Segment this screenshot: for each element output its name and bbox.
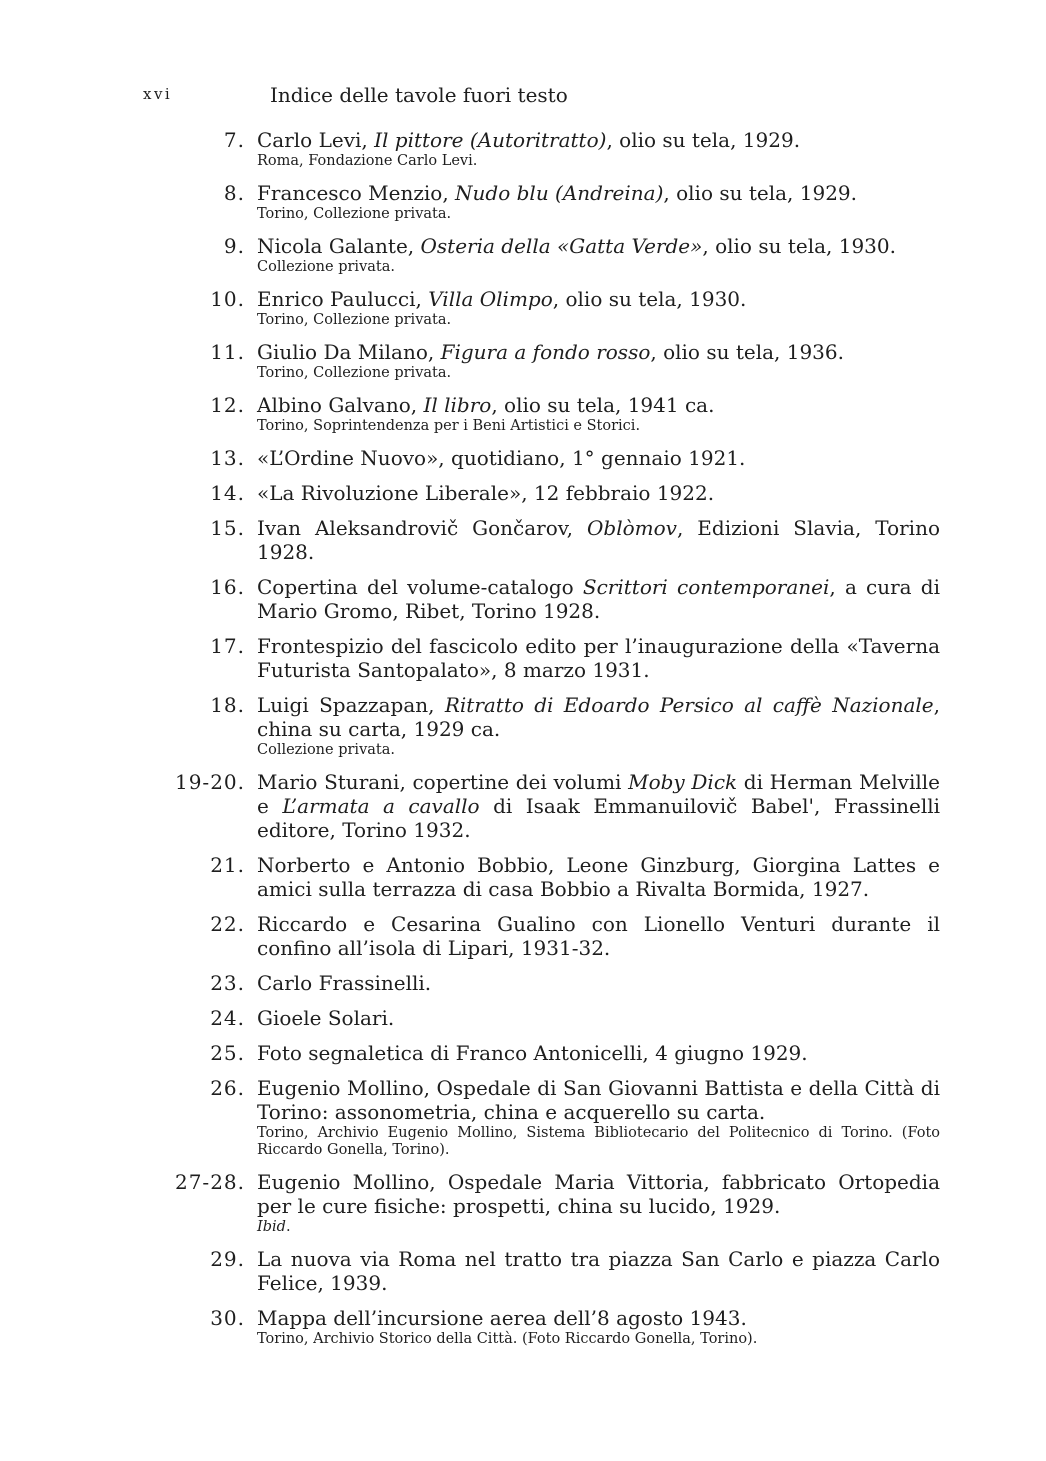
plate-caption <box>257 481 940 505</box>
plate-entry <box>150 393 940 435</box>
plate-body <box>257 128 940 170</box>
plate-entry <box>150 481 940 505</box>
caption-text: , olio su tela, 1929. <box>663 181 858 205</box>
plate-location-note <box>257 206 940 223</box>
plate-caption <box>257 340 940 364</box>
plate-body <box>257 575 940 623</box>
caption-title-italic: Nudo blu (Andreina) <box>455 181 664 205</box>
plate-body <box>257 1170 940 1236</box>
plate-caption <box>257 971 940 995</box>
plate-caption <box>257 234 940 258</box>
plate-caption <box>257 287 940 311</box>
plate-body <box>257 516 940 564</box>
caption-text: Foto segnaletica di Franco Antonicelli, 4 giugno 1929. <box>257 1041 808 1065</box>
caption-text: , olio su tela, 1929. <box>606 128 801 152</box>
plate-caption <box>257 181 940 205</box>
caption-text: «La Rivoluzione Liberale», 12 febbraio 1922. <box>257 481 715 505</box>
plate-number: 18. <box>210 693 245 717</box>
plate-body <box>257 912 940 960</box>
plate-caption <box>257 128 940 152</box>
plate-body <box>257 393 940 435</box>
plate-number: 25. <box>210 1041 245 1065</box>
note-text: Collezione privata. <box>257 259 395 275</box>
plate-entry <box>150 1306 940 1348</box>
plate-entry <box>150 181 940 223</box>
plate-caption <box>257 575 940 623</box>
plate-caption <box>257 912 940 960</box>
plate-number: 10. <box>210 287 245 311</box>
caption-text: , china su carta, 1929 ca. <box>257 693 940 741</box>
note-text: Torino, Collezione privata. <box>257 365 452 381</box>
note-text-italic: Ibid <box>257 1219 286 1235</box>
plate-number: 30. <box>210 1306 245 1330</box>
plate-number: 29. <box>210 1247 245 1271</box>
plate-caption <box>257 693 940 741</box>
plate-caption <box>257 1306 940 1330</box>
plate-entry <box>150 340 940 382</box>
plate-number: 21. <box>210 853 245 877</box>
plate-number: 19-20. <box>174 770 245 794</box>
caption-text: Frontespizio del fascicolo edito per l’inaugurazione della «Taverna Futurista Santopalato», 8 marzo 1931. <box>257 634 940 682</box>
caption-text: «L’Ordine Nuovo», quotidiano, 1° gennaio 1921. <box>257 446 746 470</box>
plate-number: 12. <box>210 393 245 417</box>
plate-location-note <box>257 1219 940 1236</box>
plate-entry <box>150 912 940 960</box>
plates-list <box>150 128 940 1359</box>
note-text: Roma, Fondazione Carlo Levi. <box>257 153 478 169</box>
caption-text: Albino Galvano, <box>257 393 424 417</box>
plate-body <box>257 287 940 329</box>
caption-text: Gioele Solari. <box>257 1006 395 1030</box>
caption-text: Norberto e Antonio Bobbio, Leone Ginzburg, Giorgina Lattes e amici sulla terrazza di casa Bobbio a Rivalta Bormida, 1927. <box>257 853 940 901</box>
plate-body <box>257 634 940 682</box>
caption-text: Francesco Menzio, <box>257 181 456 205</box>
plate-body <box>257 340 940 382</box>
caption-text: Carlo Levi, <box>257 128 375 152</box>
plate-location-note <box>257 259 940 276</box>
plate-location-note <box>257 1331 940 1348</box>
plate-entry <box>150 1076 940 1159</box>
plate-number: 11. <box>210 340 245 364</box>
note-text: Torino, Archivio Storico della Città. (Foto Riccardo Gonella, Torino). <box>257 1331 758 1347</box>
caption-text: Eugenio Mollino, Ospedale Maria Vittoria, fabbricato Ortopedia per le cure fisiche: prospetti, china su lucido, 1929. <box>257 1170 940 1218</box>
plate-number: 14. <box>210 481 245 505</box>
caption-text: Nicola Galante, <box>257 234 421 258</box>
caption-text: , Edizioni Slavia, Torino 1928. <box>257 516 940 564</box>
caption-text: Riccardo e Cesarina Gualino con Lionello Venturi durante il confino all’isola di Lipari, 1931-32. <box>257 912 940 960</box>
caption-title-italic: Il libro <box>423 393 492 417</box>
caption-title-italic: Il pittore (Autoritratto) <box>374 128 607 152</box>
plate-caption <box>257 516 940 564</box>
plate-location-note <box>257 418 940 435</box>
caption-title-italic: Osteria della «Gatta Verde» <box>420 234 703 258</box>
caption-text: La nuova via Roma nel tratto tra piazza San Carlo e piazza Carlo Felice, 1939. <box>257 1247 940 1295</box>
plate-location-note <box>257 312 940 329</box>
plate-number: 22. <box>210 912 245 936</box>
plate-entry <box>150 770 940 842</box>
caption-text: Mappa dell’incursione aerea dell’8 agosto 1943. <box>257 1306 747 1330</box>
note-text: Torino, Collezione privata. <box>257 312 452 328</box>
plate-number: 17. <box>210 634 245 658</box>
caption-text: Copertina del volume-catalogo <box>257 575 583 599</box>
caption-title-italic: L’armata a cavallo <box>282 794 480 818</box>
caption-text: Carlo Frassinelli. <box>257 971 432 995</box>
plate-entry <box>150 634 940 682</box>
plate-body <box>257 770 940 842</box>
plate-body <box>257 1306 940 1348</box>
plate-body <box>257 481 940 505</box>
plate-location-note <box>257 742 940 759</box>
caption-text: di Herman Melville e <box>257 770 940 818</box>
caption-title-italic: Ritratto di Edoardo Persico al caffè Nazionale <box>444 693 934 717</box>
plate-entry <box>150 128 940 170</box>
plate-number: 9. <box>223 234 245 258</box>
caption-text: Luigi Spazzapan, <box>257 693 445 717</box>
plate-entry <box>150 1006 940 1030</box>
note-text: . <box>285 1219 291 1235</box>
plate-entry <box>150 1041 940 1065</box>
plate-location-note <box>257 153 940 170</box>
caption-text: , olio su tela, 1936. <box>650 340 844 364</box>
note-text: Torino, Soprintendenza per i Beni Artistici e Storici. <box>257 418 641 434</box>
plate-caption <box>257 1006 940 1030</box>
plate-caption <box>257 446 940 470</box>
plate-location-note <box>257 365 940 382</box>
plate-location-note <box>257 1125 940 1159</box>
plate-entry <box>150 693 940 759</box>
page-number: xvi <box>143 85 173 103</box>
plate-number: 27-28. <box>174 1170 245 1194</box>
caption-text: Eugenio Mollino, Ospedale di San Giovanni Battista e della Città di Torino: assonometria, china e acquerello su carta. <box>257 1076 940 1124</box>
plate-number: 8. <box>223 181 245 205</box>
caption-text: Enrico Paulucci, <box>257 287 429 311</box>
note-text: Torino, Collezione privata. <box>257 206 452 222</box>
plate-number: 24. <box>210 1006 245 1030</box>
plate-number: 23. <box>210 971 245 995</box>
plate-body <box>257 1247 940 1295</box>
plate-entry <box>150 575 940 623</box>
caption-title-italic: Villa Olimpo <box>428 287 553 311</box>
plate-body <box>257 853 940 901</box>
plate-entry <box>150 234 940 276</box>
caption-title-italic: Moby Dick <box>628 770 738 794</box>
plate-caption <box>257 853 940 901</box>
plate-caption <box>257 634 940 682</box>
caption-text: di Isaak Emmanuilovič Babel', Frassinelli editore, Torino 1932. <box>257 794 941 842</box>
plate-body <box>257 971 940 995</box>
plate-entry <box>150 446 940 470</box>
plate-number: 15. <box>210 516 245 540</box>
plate-entry <box>150 971 940 995</box>
plate-entry <box>150 1170 940 1236</box>
caption-title-italic: Figura a fondo rosso <box>440 340 651 364</box>
plate-body <box>257 1006 940 1030</box>
caption-text: Ivan Aleksandrovič Gončarov, <box>257 516 587 540</box>
note-text: Collezione privata. <box>257 742 395 758</box>
plate-number: 7. <box>223 128 245 152</box>
plate-body <box>257 446 940 470</box>
plate-body <box>257 1041 940 1065</box>
plate-caption <box>257 1170 940 1218</box>
caption-text: , olio su tela, 1941 ca. <box>491 393 715 417</box>
plate-body <box>257 693 940 759</box>
caption-text: Giulio Da Milano, <box>257 340 441 364</box>
plate-caption <box>257 1041 940 1065</box>
plate-caption <box>257 393 940 417</box>
plate-caption <box>257 770 940 842</box>
plate-number: 26. <box>210 1076 245 1100</box>
plate-caption <box>257 1247 940 1295</box>
running-title: Indice delle tavole fuori testo <box>270 83 568 107</box>
caption-title-italic: Oblòmov <box>587 516 677 540</box>
plate-entry <box>150 287 940 329</box>
caption-title-italic: Scrittori contemporanei <box>582 575 830 599</box>
plate-number: 16. <box>210 575 245 599</box>
plate-number: 13. <box>210 446 245 470</box>
running-head <box>143 83 966 113</box>
plate-body <box>257 181 940 223</box>
caption-text: , olio su tela, 1930. <box>552 287 747 311</box>
caption-text: , olio su tela, 1930. <box>702 234 896 258</box>
plate-caption <box>257 1076 940 1124</box>
plate-body <box>257 1076 940 1159</box>
caption-text: Mario Sturani, copertine dei volumi <box>257 770 629 794</box>
plate-entry <box>150 1247 940 1295</box>
plate-body <box>257 234 940 276</box>
plate-entry <box>150 516 940 564</box>
plate-entry <box>150 853 940 901</box>
note-text: Torino, Archivio Eugenio Mollino, Sistema Bibliotecario del Politecnico di Torino. (Foto Riccardo Gonella, Torino). <box>257 1125 940 1158</box>
caption-text: , a cura di Mario Gromo, Ribet, Torino 1928. <box>257 575 940 623</box>
